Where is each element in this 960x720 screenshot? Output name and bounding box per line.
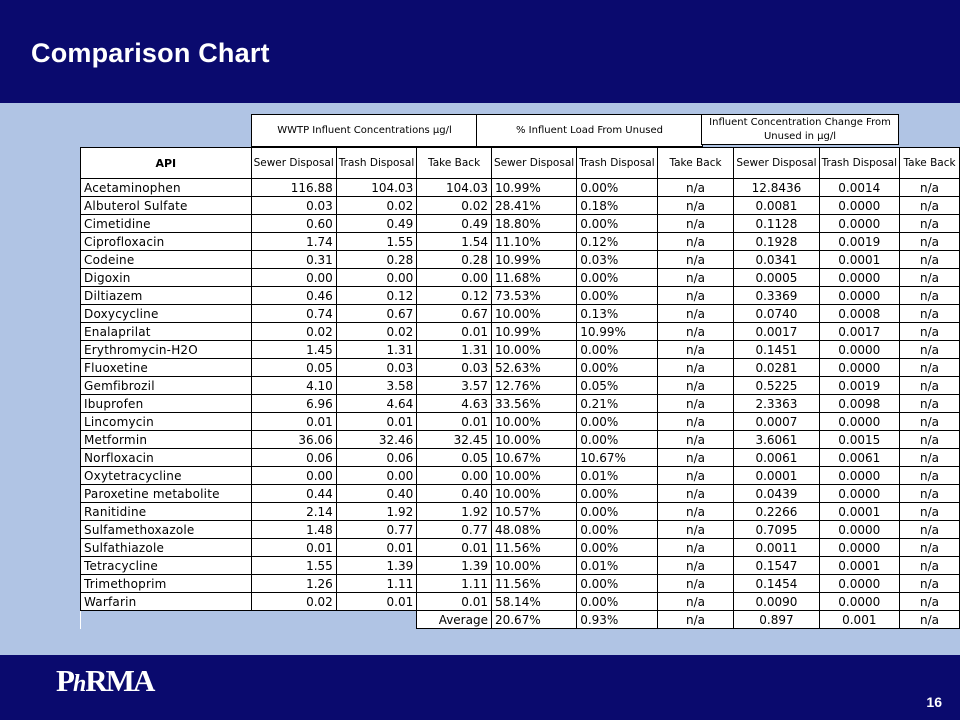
value-cell: 0.1547 [734, 557, 819, 575]
group-header-concentration-change: Influent Concentration Change From Unused in µg/l [701, 114, 899, 145]
value-cell: 1.55 [336, 233, 416, 251]
value-cell: 0.01 [251, 413, 336, 431]
value-cell: n/a [900, 251, 960, 269]
value-cell: 32.45 [417, 431, 492, 449]
value-cell: n/a [900, 197, 960, 215]
table-row [81, 539, 960, 557]
value-cell: n/a [900, 305, 960, 323]
value-cell: 0.28 [417, 251, 492, 269]
comparison-table [80, 147, 960, 629]
value-cell: 52.63% [491, 359, 576, 377]
value-cell: 0.01% [577, 557, 657, 575]
value-cell: 0.01 [251, 539, 336, 557]
value-cell: 0.74 [251, 305, 336, 323]
value-cell: 0.0007 [734, 413, 819, 431]
value-cell: 1.39 [417, 557, 492, 575]
value-cell: 0.00% [577, 485, 657, 503]
value-cell: n/a [657, 233, 734, 251]
value-cell: 11.68% [491, 269, 576, 287]
api-name-cell: Norfloxacin [81, 449, 252, 467]
value-cell: 10.00% [491, 341, 576, 359]
table-row [81, 215, 960, 233]
table-row [81, 341, 960, 359]
value-cell: 10.99% [491, 251, 576, 269]
value-cell: 0.05% [577, 377, 657, 395]
api-name-cell: Lincomycin [81, 413, 252, 431]
value-cell: 0.2266 [734, 503, 819, 521]
table-row [81, 269, 960, 287]
value-cell: 0.0000 [819, 359, 899, 377]
value-cell: 0.00% [577, 215, 657, 233]
value-cell: 1.74 [251, 233, 336, 251]
value-cell: n/a [657, 269, 734, 287]
value-cell: 0.00% [577, 593, 657, 611]
value-cell: 0.00% [577, 179, 657, 197]
value-cell: 0.00 [417, 269, 492, 287]
value-cell: 0.00 [251, 269, 336, 287]
value-cell: 0.0001 [734, 467, 819, 485]
value-cell: 0.02 [336, 197, 416, 215]
value-cell: 0.0061 [819, 449, 899, 467]
value-cell: 0.0000 [819, 287, 899, 305]
value-cell: n/a [900, 215, 960, 233]
col-header-sewer: Sewer Disposal [491, 148, 576, 179]
value-cell: 0.06 [251, 449, 336, 467]
col-header-trash: Trash Disposal [819, 148, 899, 179]
api-name-cell: Paroxetine metabolite [81, 485, 252, 503]
average-value-cell: n/a [900, 611, 960, 629]
table-row [81, 179, 960, 197]
value-cell: 0.01 [336, 593, 416, 611]
table-row [81, 575, 960, 593]
value-cell: 0.1451 [734, 341, 819, 359]
api-name-cell: Warfarin [81, 593, 252, 611]
value-cell: 0.3369 [734, 287, 819, 305]
value-cell: 0.00% [577, 575, 657, 593]
value-cell: 0.0017 [734, 323, 819, 341]
value-cell: 104.03 [417, 179, 492, 197]
value-cell: 28.41% [491, 197, 576, 215]
value-cell: 1.11 [417, 575, 492, 593]
value-cell: 0.0017 [819, 323, 899, 341]
value-cell: 0.0000 [819, 197, 899, 215]
value-cell: 1.55 [251, 557, 336, 575]
value-cell: 0.00% [577, 359, 657, 377]
value-cell: n/a [657, 251, 734, 269]
value-cell: 0.0341 [734, 251, 819, 269]
value-cell: n/a [900, 269, 960, 287]
value-cell: 3.58 [336, 377, 416, 395]
api-name-cell: Tetracycline [81, 557, 252, 575]
average-row [81, 611, 960, 629]
table-row [81, 323, 960, 341]
value-cell: n/a [900, 341, 960, 359]
value-cell: n/a [900, 449, 960, 467]
value-cell: 1.48 [251, 521, 336, 539]
table-row [81, 287, 960, 305]
value-cell: 0.06 [336, 449, 416, 467]
table-row [81, 251, 960, 269]
value-cell: n/a [657, 521, 734, 539]
value-cell: 0.0000 [819, 341, 899, 359]
value-cell: 0.1928 [734, 233, 819, 251]
value-cell: n/a [900, 521, 960, 539]
value-cell: 11.10% [491, 233, 576, 251]
value-cell: 0.0090 [734, 593, 819, 611]
api-name-cell: Sulfamethoxazole [81, 521, 252, 539]
value-cell: n/a [657, 179, 734, 197]
value-cell: 11.56% [491, 539, 576, 557]
value-cell: n/a [900, 179, 960, 197]
api-name-cell: Metformin [81, 431, 252, 449]
value-cell: n/a [657, 359, 734, 377]
value-cell: 0.01 [417, 593, 492, 611]
value-cell: 0.49 [417, 215, 492, 233]
value-cell: 0.0000 [819, 485, 899, 503]
group-header-wwtp: WWTP Influent Concentrations µg/l [251, 114, 478, 147]
value-cell: 10.00% [491, 413, 576, 431]
value-cell: 4.10 [251, 377, 336, 395]
average-value-cell: n/a [657, 611, 734, 629]
value-cell: 0.01 [417, 323, 492, 341]
value-cell: n/a [657, 413, 734, 431]
table-row [81, 467, 960, 485]
value-cell: 0.0005 [734, 269, 819, 287]
value-cell: 1.31 [417, 341, 492, 359]
table-row [81, 305, 960, 323]
group-header-influent-load: % Influent Load From Unused [476, 114, 703, 147]
api-name-cell: Diltiazem [81, 287, 252, 305]
api-name-cell: Albuterol Sulfate [81, 197, 252, 215]
value-cell: n/a [900, 413, 960, 431]
api-name-cell: Fluoxetine [81, 359, 252, 377]
value-cell: 0.0001 [819, 557, 899, 575]
value-cell: 1.31 [336, 341, 416, 359]
value-cell: 0.28 [336, 251, 416, 269]
value-cell: 0.0011 [734, 539, 819, 557]
col-header-trash: Trash Disposal [336, 148, 416, 179]
table-row [81, 557, 960, 575]
value-cell: 0.01 [417, 539, 492, 557]
value-cell: n/a [657, 341, 734, 359]
value-cell: n/a [657, 467, 734, 485]
value-cell: n/a [900, 287, 960, 305]
value-cell: 104.03 [336, 179, 416, 197]
col-header-sewer: Sewer Disposal [734, 148, 819, 179]
value-cell: 0.0001 [819, 251, 899, 269]
value-cell: 0.01 [417, 413, 492, 431]
value-cell: 0.5225 [734, 377, 819, 395]
api-name-cell: Enalaprilat [81, 323, 252, 341]
value-cell: 36.06 [251, 431, 336, 449]
value-cell: 10.99% [577, 323, 657, 341]
value-cell: n/a [657, 323, 734, 341]
api-name-cell: Doxycycline [81, 305, 252, 323]
col-header-takeback: Take Back [417, 148, 492, 179]
value-cell: 0.21% [577, 395, 657, 413]
value-cell: 10.57% [491, 503, 576, 521]
value-cell: n/a [900, 359, 960, 377]
value-cell: 0.0740 [734, 305, 819, 323]
value-cell: 0.01% [577, 467, 657, 485]
value-cell: 10.99% [491, 323, 576, 341]
value-cell: n/a [900, 233, 960, 251]
value-cell: 0.02 [336, 323, 416, 341]
value-cell: 0.00% [577, 503, 657, 521]
value-cell: 0.00% [577, 539, 657, 557]
value-cell: 0.00 [417, 467, 492, 485]
value-cell: 0.03 [251, 197, 336, 215]
col-header-sewer: Sewer Disposal [251, 148, 336, 179]
table-row [81, 449, 960, 467]
value-cell: n/a [657, 575, 734, 593]
value-cell: 0.0081 [734, 197, 819, 215]
value-cell: 0.40 [417, 485, 492, 503]
api-name-cell: Erythromycin-H2O [81, 341, 252, 359]
table-row [81, 503, 960, 521]
value-cell: 0.0000 [819, 467, 899, 485]
value-cell: n/a [900, 503, 960, 521]
value-cell: n/a [900, 557, 960, 575]
value-cell: 0.0015 [819, 431, 899, 449]
value-cell: 0.02 [251, 323, 336, 341]
value-cell: 0.03 [417, 359, 492, 377]
value-cell: 0.0014 [819, 179, 899, 197]
value-cell: n/a [900, 467, 960, 485]
value-cell: 0.0001 [819, 503, 899, 521]
value-cell: 0.03% [577, 251, 657, 269]
value-cell: 4.63 [417, 395, 492, 413]
average-value-cell: 0.897 [734, 611, 819, 629]
value-cell: 0.00 [251, 467, 336, 485]
value-cell: 10.99% [491, 179, 576, 197]
value-cell: 0.49 [336, 215, 416, 233]
value-cell: n/a [900, 323, 960, 341]
value-cell: 0.0019 [819, 233, 899, 251]
value-cell: 10.67% [577, 449, 657, 467]
value-cell: 0.0000 [819, 575, 899, 593]
value-cell: n/a [900, 377, 960, 395]
phrma-logo: PhRMA [56, 663, 154, 698]
value-cell: n/a [657, 503, 734, 521]
api-name-cell: Gemfibrozil [81, 377, 252, 395]
value-cell: 0.0439 [734, 485, 819, 503]
slide-title: Comparison Chart [31, 38, 270, 68]
column-header-row [81, 148, 960, 179]
value-cell: 0.0000 [819, 539, 899, 557]
value-cell: 1.26 [251, 575, 336, 593]
value-cell: 0.44 [251, 485, 336, 503]
table-row [81, 377, 960, 395]
value-cell: 0.12% [577, 233, 657, 251]
value-cell: 33.56% [491, 395, 576, 413]
col-header-takeback: Take Back [657, 148, 734, 179]
table-row [81, 233, 960, 251]
average-value-cell: 0.93% [577, 611, 657, 629]
value-cell: 0.00% [577, 269, 657, 287]
value-cell: 0.00 [336, 269, 416, 287]
api-name-cell: Acetaminophen [81, 179, 252, 197]
value-cell: n/a [657, 197, 734, 215]
value-cell: 0.77 [417, 521, 492, 539]
value-cell: 2.14 [251, 503, 336, 521]
api-name-cell: Ibuprofen [81, 395, 252, 413]
value-cell: 0.7095 [734, 521, 819, 539]
average-value-cell: 20.67% [491, 611, 576, 629]
value-cell: 0.40 [336, 485, 416, 503]
value-cell: 4.64 [336, 395, 416, 413]
average-value-cell: 0.001 [819, 611, 899, 629]
api-name-cell: Sulfathiazole [81, 539, 252, 557]
value-cell: 0.0008 [819, 305, 899, 323]
value-cell: 0.01 [336, 539, 416, 557]
value-cell: 0.00% [577, 431, 657, 449]
value-cell: 10.00% [491, 467, 576, 485]
value-cell: 0.00% [577, 521, 657, 539]
value-cell: 12.76% [491, 377, 576, 395]
blank-cell [251, 611, 336, 629]
value-cell: 0.46 [251, 287, 336, 305]
value-cell: 0.02 [417, 197, 492, 215]
value-cell: 3.57 [417, 377, 492, 395]
value-cell: 0.67 [336, 305, 416, 323]
value-cell: 0.03 [336, 359, 416, 377]
value-cell: 0.31 [251, 251, 336, 269]
value-cell: n/a [657, 305, 734, 323]
value-cell: n/a [657, 593, 734, 611]
value-cell: 0.77 [336, 521, 416, 539]
value-cell: 48.08% [491, 521, 576, 539]
api-name-cell: Ciprofloxacin [81, 233, 252, 251]
table-row [81, 359, 960, 377]
value-cell: 0.12 [336, 287, 416, 305]
value-cell: 0.00 [336, 467, 416, 485]
value-cell: 10.67% [491, 449, 576, 467]
value-cell: 0.05 [417, 449, 492, 467]
value-cell: n/a [900, 539, 960, 557]
value-cell: 1.39 [336, 557, 416, 575]
table-row [81, 431, 960, 449]
value-cell: n/a [900, 575, 960, 593]
value-cell: n/a [900, 485, 960, 503]
value-cell: 0.0000 [819, 413, 899, 431]
value-cell: 0.0281 [734, 359, 819, 377]
value-cell: n/a [657, 377, 734, 395]
value-cell: 0.13% [577, 305, 657, 323]
value-cell: n/a [657, 431, 734, 449]
value-cell: 10.00% [491, 431, 576, 449]
value-cell: n/a [900, 593, 960, 611]
value-cell: 0.01 [336, 413, 416, 431]
value-cell: 0.00% [577, 341, 657, 359]
value-cell: n/a [657, 485, 734, 503]
value-cell: n/a [657, 449, 734, 467]
table-row [81, 197, 960, 215]
value-cell: 32.46 [336, 431, 416, 449]
value-cell: 0.02 [251, 593, 336, 611]
blank-cell [336, 611, 416, 629]
value-cell: n/a [900, 431, 960, 449]
value-cell: 10.00% [491, 305, 576, 323]
value-cell: 0.0098 [819, 395, 899, 413]
value-cell: 12.8436 [734, 179, 819, 197]
api-name-cell: Codeine [81, 251, 252, 269]
value-cell: 10.00% [491, 557, 576, 575]
value-cell: n/a [657, 557, 734, 575]
value-cell: 1.92 [336, 503, 416, 521]
value-cell: n/a [657, 539, 734, 557]
value-cell: 0.0000 [819, 269, 899, 287]
value-cell: 0.00% [577, 413, 657, 431]
value-cell: 1.92 [417, 503, 492, 521]
value-cell: 1.54 [417, 233, 492, 251]
value-cell: 1.45 [251, 341, 336, 359]
value-cell: n/a [900, 395, 960, 413]
col-header-takeback: Take Back [900, 148, 960, 179]
value-cell: 0.60 [251, 215, 336, 233]
value-cell: 18.80% [491, 215, 576, 233]
value-cell: 0.0019 [819, 377, 899, 395]
api-name-cell: Digoxin [81, 269, 252, 287]
value-cell: 2.3363 [734, 395, 819, 413]
table-row [81, 521, 960, 539]
table-row [81, 395, 960, 413]
value-cell: 0.12 [417, 287, 492, 305]
value-cell: 1.11 [336, 575, 416, 593]
value-cell: 0.05 [251, 359, 336, 377]
value-cell: 0.1454 [734, 575, 819, 593]
col-header-trash: Trash Disposal [577, 148, 657, 179]
table-row [81, 593, 960, 611]
api-name-cell: Cimetidine [81, 215, 252, 233]
average-label: Average [417, 611, 492, 629]
value-cell: 0.18% [577, 197, 657, 215]
value-cell: 0.1128 [734, 215, 819, 233]
table-row [81, 413, 960, 431]
value-cell: 0.00% [577, 287, 657, 305]
api-name-cell: Oxytetracycline [81, 467, 252, 485]
page-number: 16 [926, 694, 942, 710]
value-cell: n/a [657, 395, 734, 413]
value-cell: 10.00% [491, 485, 576, 503]
value-cell: 0.0000 [819, 521, 899, 539]
value-cell: n/a [657, 287, 734, 305]
value-cell: 73.53% [491, 287, 576, 305]
value-cell: 3.6061 [734, 431, 819, 449]
value-cell: 58.14% [491, 593, 576, 611]
value-cell: 0.0000 [819, 215, 899, 233]
api-name-cell: Ranitidine [81, 503, 252, 521]
value-cell: 6.96 [251, 395, 336, 413]
value-cell: 116.88 [251, 179, 336, 197]
table-row [81, 485, 960, 503]
col-header-api: API [81, 148, 252, 179]
value-cell: 0.0061 [734, 449, 819, 467]
value-cell: 0.67 [417, 305, 492, 323]
value-cell: 0.0000 [819, 593, 899, 611]
api-name-cell: Trimethoprim [81, 575, 252, 593]
value-cell: n/a [657, 215, 734, 233]
blank-cell [81, 611, 252, 629]
value-cell: 11.56% [491, 575, 576, 593]
